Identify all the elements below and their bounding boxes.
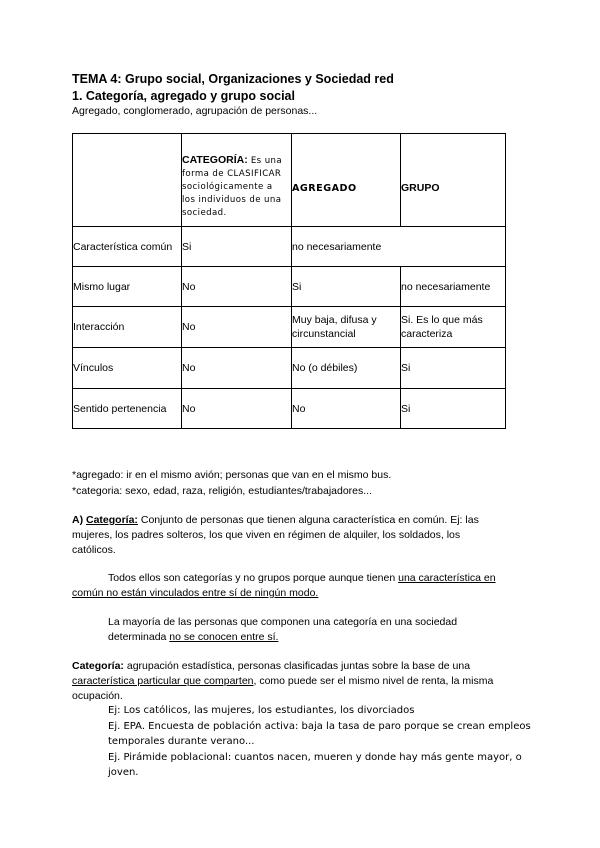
intro-line: Agregado, conglomerado, agrupación de personas...: [72, 105, 318, 117]
row-label: Mismo lugar: [73, 267, 182, 307]
cell-categoria: No: [182, 267, 292, 307]
definition-line1: agrupación estadística, personas clasificadas juntas sobre la base de una: [123, 660, 471, 672]
para2-underline1: una característica en: [398, 572, 496, 584]
header-categoria-label: CATEGORÍA:: [182, 154, 248, 166]
cell-agregado: No (o débiles): [292, 348, 401, 389]
example-item: Ej. Pirámide poblacional: cuantos nacen, mueren y donde hay más gente mayor, o: [108, 751, 522, 763]
cell-agregado: Muy baja, difusa y circunstancial: [292, 307, 401, 348]
section-heading: 1. Categoría, agregado y grupo social: [72, 89, 295, 103]
para3-lead2: determinada: [108, 631, 170, 643]
header-agregado-cell: [292, 134, 401, 227]
comparison-table: [72, 133, 506, 429]
row-label: Vínculos: [73, 348, 182, 389]
header-agregado: AGREGADO: [292, 182, 357, 194]
section-a-line3: católicos.: [72, 544, 116, 556]
section-a-line2: mujeres, los padres solteros, los que viven en régimen de alquiler, los soldados, los: [72, 529, 461, 541]
note-agregado: *agregado: ir en el mismo avión; personas que van en el mismo bus.: [72, 469, 392, 481]
table-row: [73, 307, 506, 348]
example-item: Ej. EPA. Encuesta de población activa: baja la tasa de paro porque se crean empleos: [108, 720, 531, 732]
paragraph-not-groups: [72, 571, 542, 601]
definition-paragraph: [72, 659, 542, 704]
header-empty-cell: [73, 134, 182, 227]
para3-underline: no se conocen entre sí.: [169, 631, 279, 643]
cell-categoria: Si: [182, 227, 292, 267]
document-title: TEMA 4: Grupo social, Organizaciones y Sociedad red: [72, 72, 394, 86]
cell-categoria: No: [182, 389, 292, 429]
example-item-cont: temporales durante verano...: [108, 736, 255, 747]
table-row: [73, 389, 506, 429]
section-a-line1: Conjunto de personas que tienen alguna característica en común. Ej: las: [137, 514, 479, 526]
cell-categoria: No: [182, 348, 292, 389]
note-categoria: *categoria: sexo, edad, raza, religión, estudiantes/trabajadores...: [72, 485, 373, 497]
para2-lead: Todos ellos son categorías y no grupos porque aunque tienen: [108, 572, 399, 584]
examples-list: [108, 703, 548, 781]
header-grupo: GRUPO: [401, 182, 440, 194]
definition-underline: característica particular que comparten: [72, 675, 254, 687]
example-item: Ej: Los católicos, las mujeres, los estudiantes, los divorciados: [108, 705, 415, 716]
table-row: [73, 227, 506, 267]
row-label: Sentido pertenencia: [73, 389, 182, 429]
header-categoria-desc-lead: Es una: [247, 156, 283, 166]
cell-categoria: No: [182, 307, 292, 348]
section-a-title: Categoría:: [86, 514, 138, 526]
row-label: Característica común: [73, 227, 182, 267]
header-categoria-desc: forma de CLASIFICAR sociológicamente a los individuos de una sociedad.: [182, 169, 282, 218]
cell-grupo: Si. Es lo que más caracteriza: [401, 307, 506, 348]
definition-label: Categoría:: [72, 660, 124, 672]
cell-agregado: No: [292, 389, 401, 429]
header-grupo-cell: [401, 134, 506, 227]
para2-underline2: común no están vinculados entre sí de ningún modo.: [72, 587, 319, 599]
section-a: [72, 513, 532, 558]
row-label: Interacción: [73, 307, 182, 348]
example-item-cont: joven.: [108, 767, 139, 778]
table-row: [73, 348, 506, 389]
cell-grupo: Si: [401, 389, 506, 429]
header-categoria-cell: [182, 134, 292, 227]
definition-line3: ocupación.: [72, 690, 123, 702]
para3-line1: La mayoría de las personas que componen una categoría en una sociedad: [108, 616, 458, 628]
cell-grupo: no necesariamente: [401, 267, 506, 307]
cell-grupo: Si: [401, 348, 506, 389]
section-a-prefix: A): [72, 514, 86, 526]
definition-line2: , como puede ser el mismo nivel de renta, la misma: [253, 675, 494, 687]
cell-agregado: Si: [292, 267, 401, 307]
table-row: [73, 267, 506, 307]
cell-agregado-grupo: no necesariamente: [292, 227, 506, 267]
paragraph-majority: [72, 615, 542, 645]
table-header-row: [73, 134, 506, 227]
